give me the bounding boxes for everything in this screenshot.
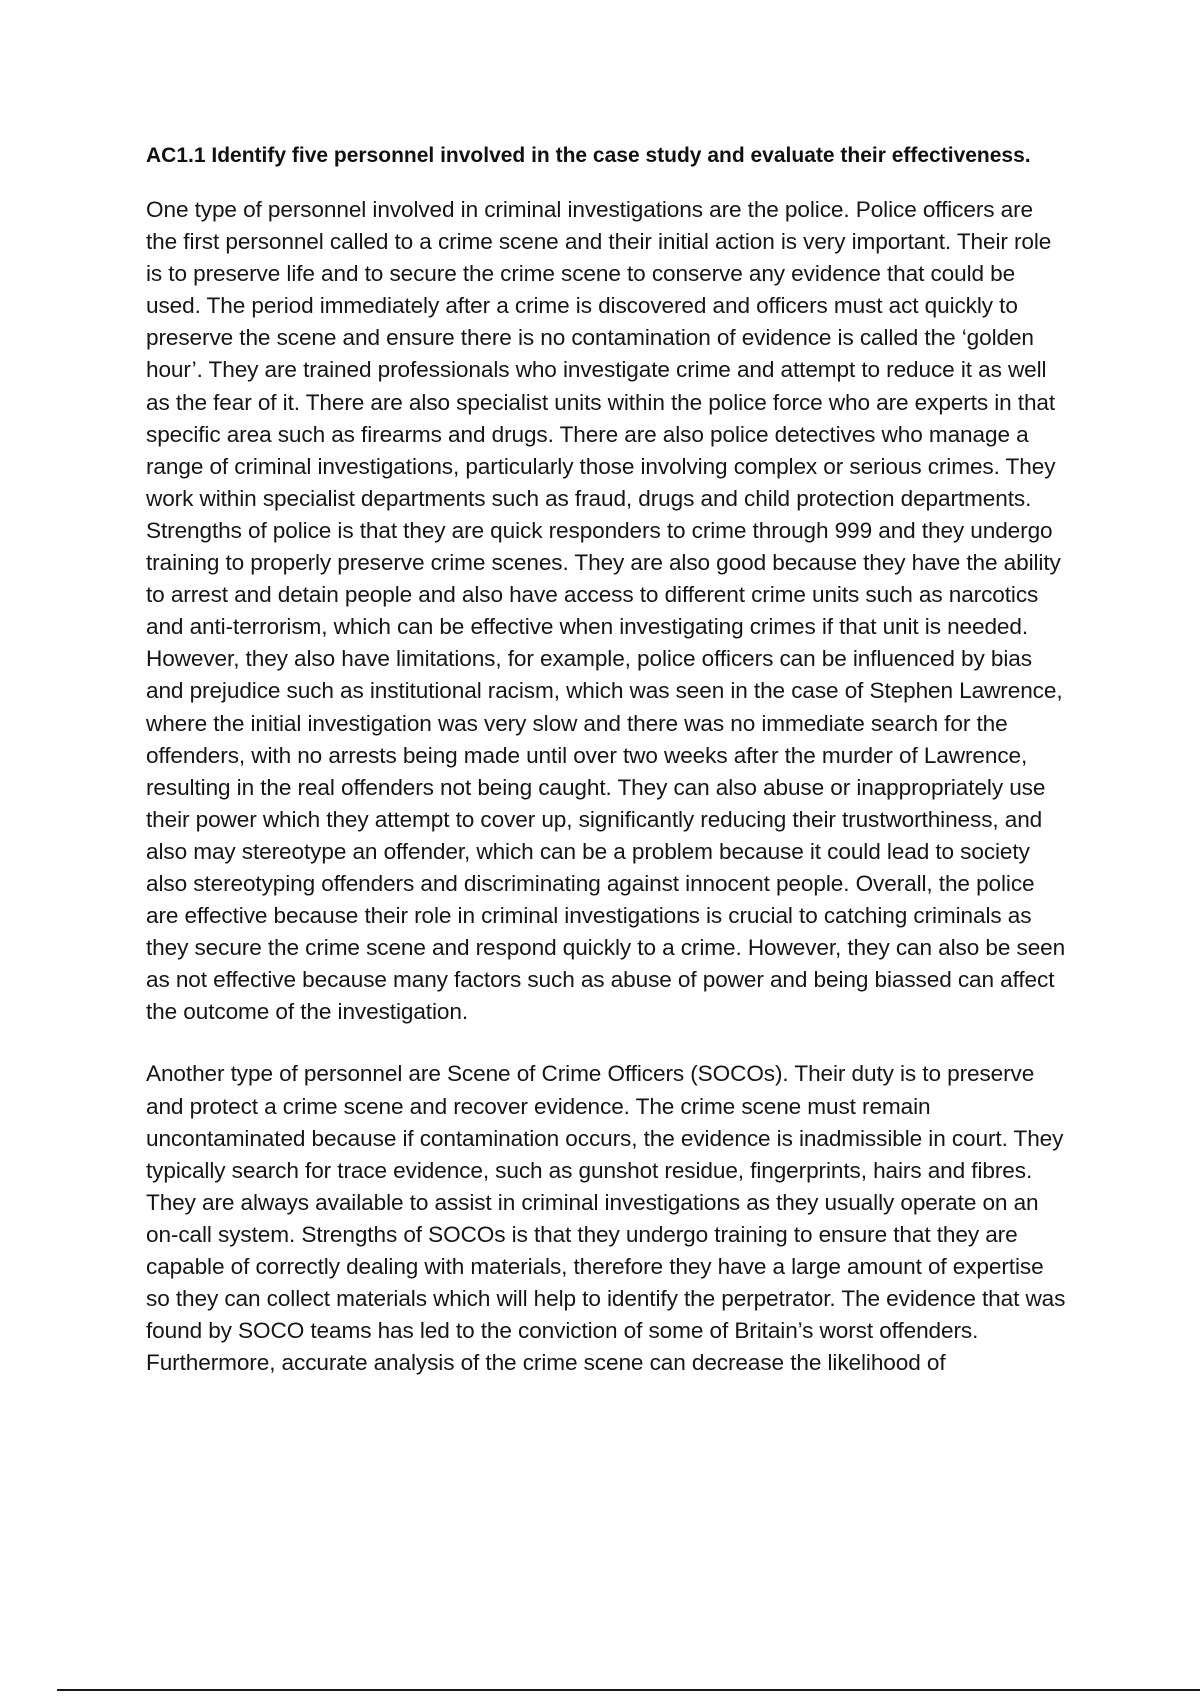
- document-body: [146, 142, 1066, 1409]
- page-bottom-rule: [57, 1689, 1200, 1691]
- question-heading: AC1.1 Identify five personnel involved in the case study and evaluate their effectiveness.: [146, 144, 1031, 167]
- paragraph-police: One type of personnel involved in criminal investigations are the police. Police officers are the first personnel called to a crime scene and their initial action is very important. Their role is to preserve life and to secure the crime scene to conserve any evidence that could be used. The period immediately after a crime is discovered and officers must act quickly to preserve the scene and ensure there is no contamination of evidence is called the ‘golden hour’. They are trained professionals who investigate crime and attempt to reduce it as well as the fear of it. There are also specialist units within the police force who are experts in that specific area such as firearms and drugs. There are also police detectives who manage a range of criminal investigations, particularly those involving complex or serious crimes. They work within specialist departments such as fraud, drugs and child protection departments. Strengths of police is that they are quick responders to crime through 999 and they undergo training to properly preserve crime scenes. They are also good because they have the ability to arrest and detain people and also have access to different crime units such as narcotics and anti-terrorism, which can be effective when investigating crimes if that unit is needed. However, they also have limitations, for example, police officers can be influenced by bias and prejudice such as institutional racism, which was seen in the case of Stephen Lawrence, where the initial investigation was very slow and there was no immediate search for the offenders, with no arrests being made until over two weeks after the murder of Lawrence, resulting in the real offenders not being caught. They can also abuse or inappropriately use their power which they attempt to cover up, significantly reducing their trustworthiness, and also may stereotype an offender, which can be a problem because it could lead to society also stereotyping offenders and discriminating against innocent people. Overall, the police are effective because their role in criminal investigations is crucial to catching criminals as they secure the crime scene and respond quickly to a crime. However, they can also be seen as not effective because many factors such as abuse of power and being biassed can affect the outcome of the investigation.: [146, 197, 1066, 1025]
- paragraph-socos: Another type of personnel are Scene of Crime Officers (SOCOs). Their duty is to preserve and protect a crime scene and recover evidence. The crime scene must remain uncontaminated because if contamination occurs, the evidence is inadmissible in court. They typically search for trace evidence, such as gunshot residue, fingerprints, hairs and fibres. They are always available to assist in criminal investigations as they usually operate on an on-call system. Strengths of SOCOs is that they undergo training to ensure that they are capable of correctly dealing with materials, therefore they have a large amount of expertise so they can collect materials which will help to identify the perpetrator. The evidence that was found by SOCO teams has led to the conviction of some of Britain’s worst offenders. Furthermore, accurate analysis of the crime scene can decrease the likelihood of: [146, 1061, 1066, 1376]
